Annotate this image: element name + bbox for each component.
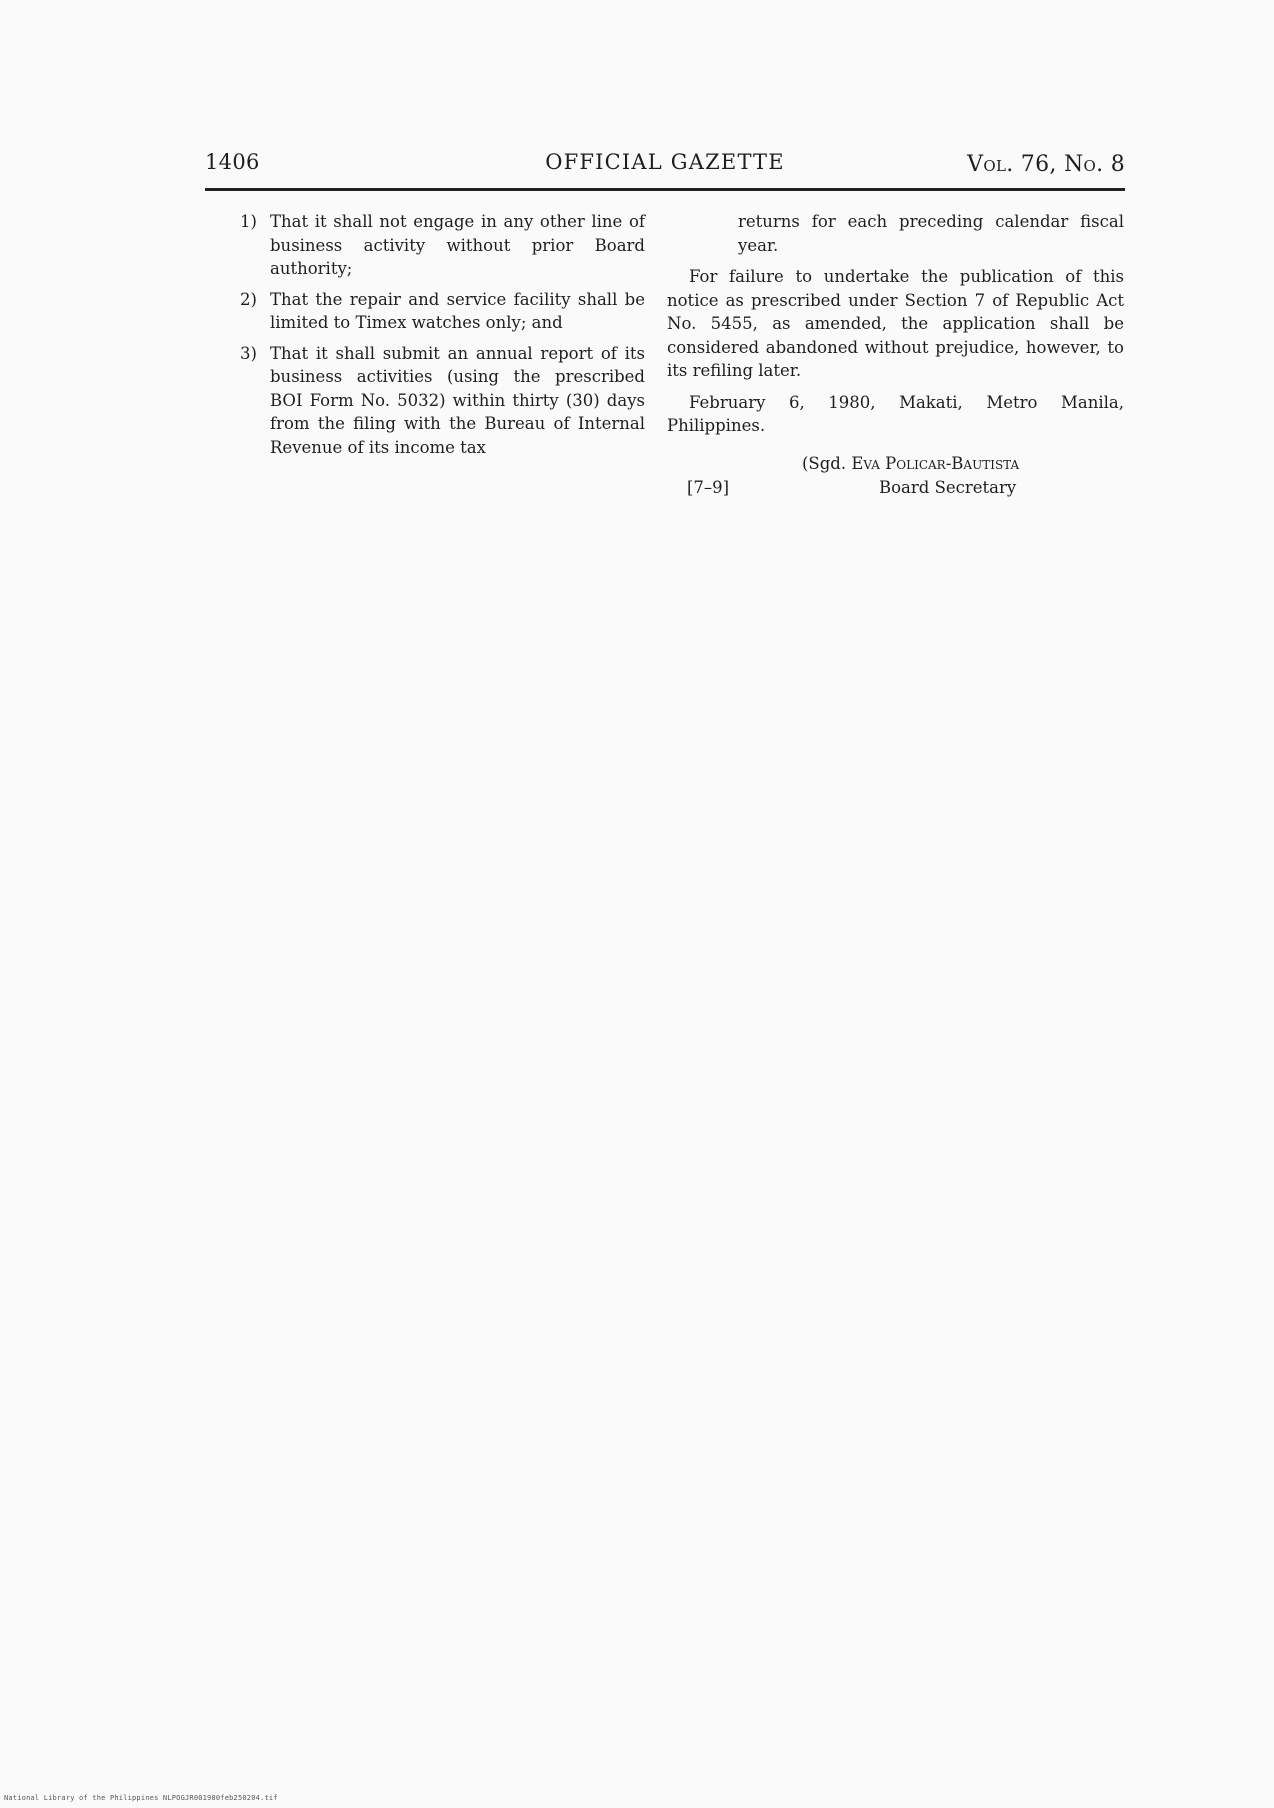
right-column <box>667 210 1124 504</box>
list-item-number: 1) <box>240 212 257 231</box>
signature-name: Eva Policar-Bautista <box>851 453 1020 473</box>
list-item <box>240 342 645 460</box>
signature-title: Board Secretary <box>879 477 1017 497</box>
list-item <box>240 210 645 281</box>
list-item-number: 2) <box>240 289 257 309</box>
list-item-text: That the repair and service facility shall be limited to Timex watches only; and <box>270 289 645 332</box>
list-item-text: That it shall submit an annual report of its business activities (using the prescribed BOI Form No. 5032) within thirty (30) days from the filing with the Bureau of Internal Revenue of its income tax <box>270 343 645 457</box>
page-header <box>205 146 1125 186</box>
date-line: February 6, 1980, Makati, Metro Manila, Philippines. <box>667 392 1124 435</box>
notice-reference: [7–9] <box>687 477 730 497</box>
failure-paragraph: For failure to undertake the publication of this notice as prescribed under Section 7 of Republic Act No. 5455, as amended, the application shall be considered abandoned without prejudice, however, to its refiling later. <box>667 267 1124 380</box>
scan-footer: National Library of the Philippines NLPOGJR001980feb250204.tif <box>4 1794 278 1802</box>
page-number: 1406 <box>205 150 260 174</box>
left-column <box>240 210 645 466</box>
list-item-number: 3) <box>240 343 257 363</box>
list-item <box>240 288 645 335</box>
signature-block <box>667 452 1124 504</box>
list-item-text: That it shall not engage in any other line of business activity without prior Board authority; <box>270 212 645 278</box>
signature-line <box>802 452 1019 476</box>
publication-title: OFFICIAL GAZETTE <box>545 150 785 174</box>
signature-prefix: (Sgd. <box>802 453 847 473</box>
continued-text: returns for each preceding calendar fiscal year. <box>738 212 1124 255</box>
volume-number: Vol. 76, No. 8 <box>967 152 1125 177</box>
header-rule <box>205 188 1125 191</box>
